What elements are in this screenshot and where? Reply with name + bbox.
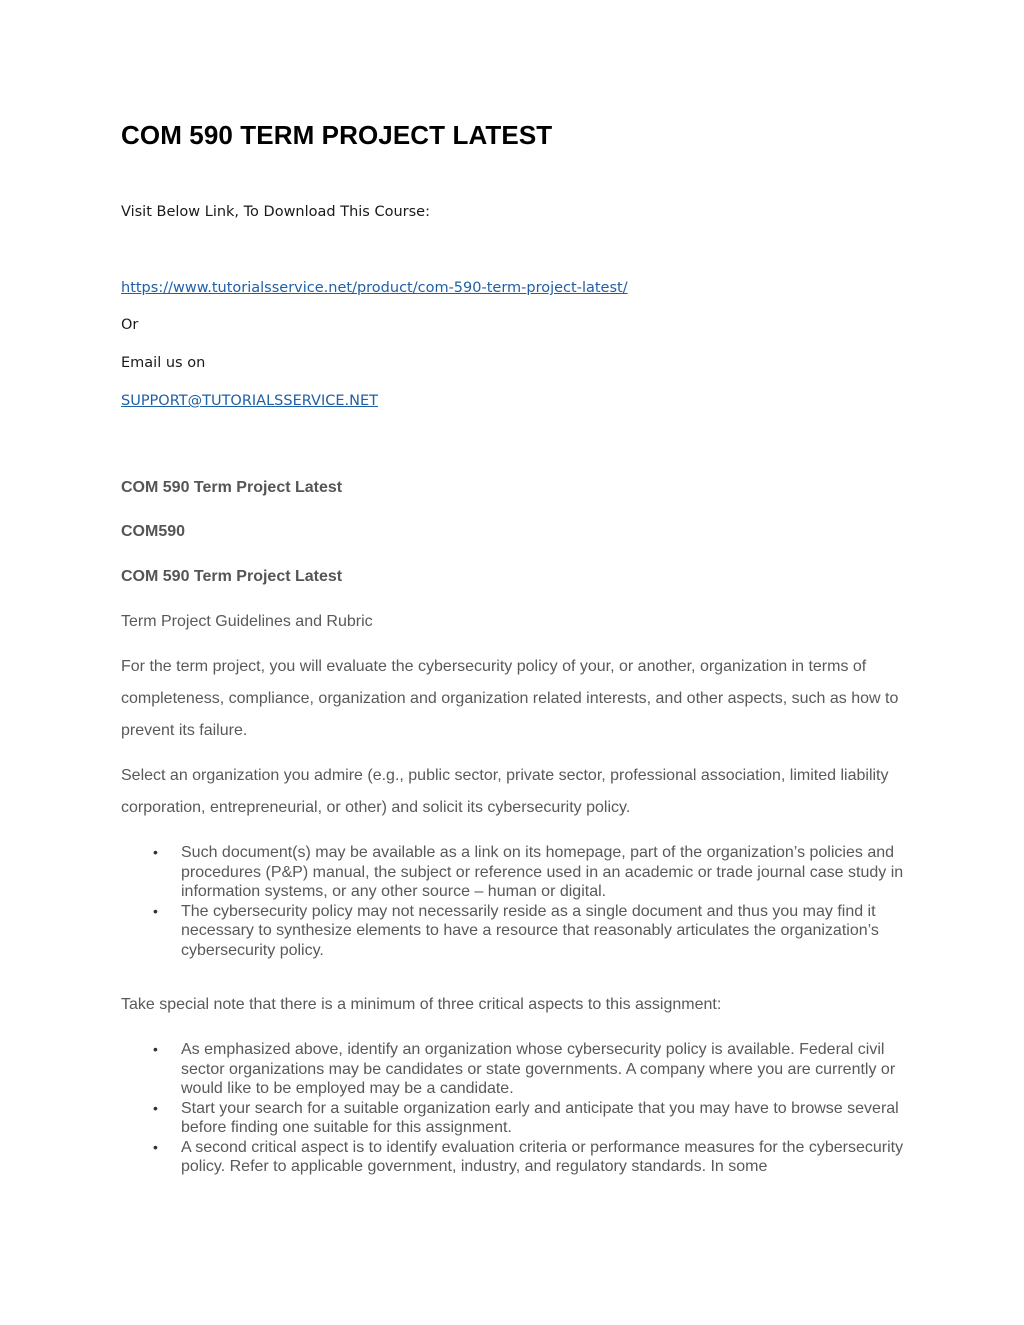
bullet-icon: • [153, 1041, 158, 1057]
list-item-text: Such document(s) may be available as a link on its homepage, part of the organization’s policies and procedures (P&P) manual, the subject or reference used in an academic or trade journal case study in information systems, or any other source – human or digital. [181, 844, 904, 900]
list-item-text: A second critical aspect is to identify evaluation criteria or performance measures for the cybersecurity policy. Refer to applicable government, industry, and regulatory standards. In some [181, 1138, 904, 1175]
list-item-text: The cybersecurity policy may not necessarily reside as a single document and thus you may find it necessary to synthesize elements to have a resource that reasonably articulates the organization’s cybersecurity policy. [181, 902, 879, 959]
list-item [121, 902, 911, 961]
bullet-icon: • [153, 1138, 158, 1155]
download-link-line [121, 280, 628, 296]
list-item-text: Start your search for a suitable organization early and anticipate that you may have to browse several before finding one suitable for this assignment. [181, 1099, 899, 1136]
list-item-text: As emphasized above, identify an organization whose cybersecurity policy is available. Federal civil sector organizations may be candidates or state governments. A company where you are currently or would like to be employed may be a candidate. [181, 1041, 896, 1097]
list-item [121, 1040, 911, 1099]
document-bullet-list [121, 843, 911, 960]
list-item [121, 1099, 911, 1138]
list-item [121, 843, 911, 902]
select-paragraph: Select an organization you admire (e.g., public sector, private sector, professional association, limited liability corporation, entrepreneurial, or other) and solicit its cybersecurity policy. [121, 767, 889, 816]
note-paragraph: Take special note that there is a minimum of three critical aspects to this assignment: [121, 996, 722, 1013]
guidelines-subtitle: Term Project Guidelines and Rubric [121, 613, 373, 630]
document-title: COM 590 TERM PROJECT LATEST [121, 120, 553, 150]
intro-paragraph: For the term project, you will evaluate the cybersecurity policy of your, or another, organization in terms of completeness, compliance, organization and organization related interests, and other aspects, such as how to prevent its failure. [121, 658, 899, 739]
download-link[interactable]: https://www.tutorialsservice.net/product/com-590-term-project-latest/ [121, 280, 628, 296]
or-text: Or [121, 317, 139, 333]
email-link[interactable]: SUPPORT@TUTORIALSSERVICE.NET [121, 393, 378, 409]
bullet-icon: • [153, 902, 158, 919]
email-link-line [121, 393, 378, 409]
section-heading-1: COM 590 Term Project Latest [121, 479, 343, 496]
bullet-icon: • [153, 1099, 158, 1116]
email-label: Email us on [121, 355, 206, 371]
section-heading-2: COM 590 Term Project Latest [121, 568, 343, 585]
list-item [121, 1138, 911, 1177]
visit-text: Visit Below Link, To Download This Course: [121, 204, 430, 220]
bullet-icon: • [153, 844, 158, 860]
course-code: COM590 [121, 523, 186, 540]
critical-aspects-list [121, 1040, 911, 1177]
